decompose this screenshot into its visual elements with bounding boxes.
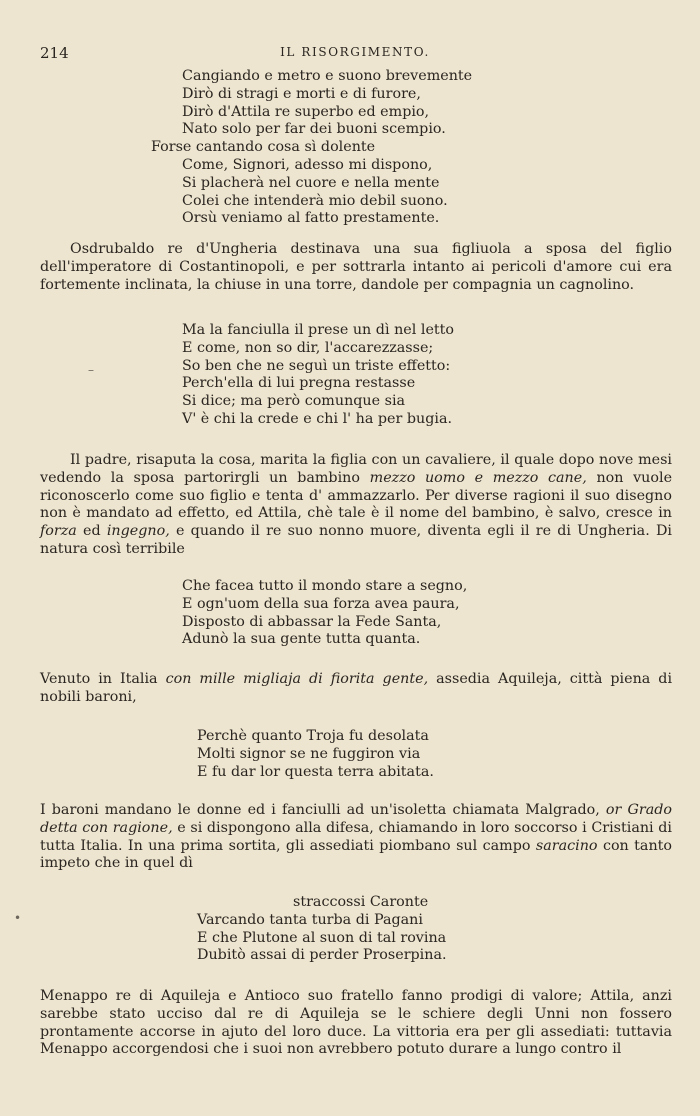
- verse-line: Nato solo per far dei buoni scempio.: [182, 121, 446, 138]
- paragraph-5: Menappo re di Aquileja e Antioco suo fratello fanno prodigi di valore; Attila, anzi sarebbe stato ucciso dal re di Aquileja se le schiere degli Unni non fossero prontamente accorse in ajuto del loro duce. La vittoria era per gli assediati: tuttavia Menappo accorgendosi che i suoi non avrebbero potuto durare a lungo contro il: [40, 988, 672, 1058]
- running-title: IL RISORGIMENTO.: [280, 45, 430, 59]
- verse-line: So ben che ne seguì un triste effetto:: [182, 357, 451, 374]
- verse-stanza-1: [151, 68, 473, 228]
- verse-line: Dirò di stragi e morti e di furore,: [182, 85, 421, 102]
- verse-line: Si dice; ma però comunque sia: [182, 393, 406, 410]
- paragraph-2: Il padre, risaputa la cosa, marita la figlia con un cavaliere, il quale dopo nove mesi vedendo la sposa partorirgli un bambino mezzo uomo e mezzo cane, non vuole riconoscerlo come suo figlio e tenta d' ammazzarlo. Per diverse ragioni il suo disegno non è mandato ad effetto, ed Attila, chè tale è il nome del bambino, è salvo, cresce in forza ed ingegno, e quando il re suo nonno muore, diventa egli il re di Ungheria. Di natura così terribile: [40, 452, 673, 557]
- verse-line: Adunò la sua gente tutta quanta.: [182, 631, 421, 648]
- verse-line: Che facea tutto il mondo stare a segno,: [182, 578, 468, 594]
- verse-stanza-3: [182, 578, 467, 649]
- verse-stanza-5: [197, 894, 447, 965]
- verse-line: Colei che intenderà mio debil suono.: [182, 192, 448, 209]
- paragraph-1: Osdrubaldo re d'Ungheria destinava una sua figliuola a sposa del figlio dell'imperatore di Costantinopoli, e per sottrarla intanto ai pericoli d'amore cui era fortemente inclinata, la chiuse in una torre, dandole per compagnia un cagnolino.: [40, 241, 672, 293]
- verse-line: Forse cantando cosa sì dolente: [151, 139, 376, 156]
- paragraph-4: I baroni mandano le donne ed i fanciulli ad un'isoletta chiamata Malgrado, or Grado detta con ragione, e si dispongono alla difesa, chiamando in loro soccorso i Cristiani di tutta Italia. In una prima sortita, gli assediati piombano sul campo saracino con tanto impeto che in quel dì: [40, 802, 673, 872]
- paragraph-3: Venuto in Italia con mille migliaja di fiorita gente, assedia Aquileja, città piena di nobili baroni,: [40, 671, 673, 705]
- verse-line: Ma la fanciulla il prese un dì nel letto: [182, 322, 454, 338]
- verse-line: V' è chi la crede e chi l' ha per bugia.: [182, 410, 453, 427]
- verse-line: Disposto di abbassar la Fede Santa,: [182, 613, 442, 630]
- stray-dot-mark: •: [14, 911, 22, 925]
- verse-line: E ogn'uom della sua forza avea paura,: [182, 595, 460, 612]
- verse-stanza-4: [197, 728, 434, 781]
- verse-line: Perch'ella di lui pregna restasse: [182, 375, 416, 392]
- verse-stanza-2: [182, 322, 454, 429]
- page-header: [40, 44, 670, 64]
- verse-line: Molti signor se ne fuggiron via: [197, 745, 421, 762]
- verse-line: Dubitò assai di perder Proserpina.: [197, 947, 447, 964]
- verse-line: E che Plutone al suon di tal rovina: [197, 929, 447, 946]
- verse-line: Si placherà nel cuore e nella mente: [182, 174, 440, 191]
- verse-line: Cangiando e metro e suono brevemente: [182, 68, 473, 84]
- verse-line: Varcando tanta turba di Pagani: [197, 911, 423, 928]
- verse-line: Dirò d'Attila re superbo ed empio,: [182, 103, 430, 120]
- page-number: 214: [40, 44, 69, 62]
- verse-line: Come, Signori, adesso mi dispono,: [182, 156, 433, 173]
- stray-dash-mark: –: [88, 363, 94, 377]
- verse-line: E fu dar lor questa terra abitata.: [197, 763, 434, 780]
- verse-line: E come, non so dir, l'accarezzasse;: [182, 339, 434, 356]
- verse-line: Orsù veniamo al fatto prestamente.: [182, 210, 440, 227]
- verse-line: Perchè quanto Troja fu desolata: [197, 728, 429, 744]
- verse-line: straccossi Caronte: [293, 894, 429, 910]
